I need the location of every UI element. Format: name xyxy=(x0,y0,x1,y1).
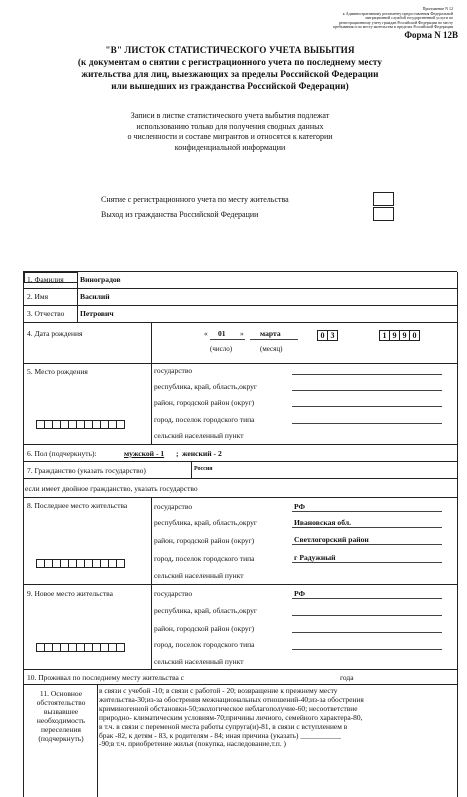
sex-separator: ; xyxy=(176,449,179,458)
address-row-label: сельский населенный пункт xyxy=(154,657,244,666)
dual-citizenship-label: если имеет двойное гражданство, указать государство xyxy=(25,484,198,493)
address-row-label: район, городской район (округ) xyxy=(154,536,255,545)
last-residence-state[interactable]: РФ xyxy=(294,502,306,511)
birthplace-label: 5. Место рождения xyxy=(27,367,88,376)
reason-line[interactable]: -90;в т.ч. приобретение жилья (покупка, наследование,т.п. ) xyxy=(99,739,287,749)
address-row-label: район, городской район (округ) xyxy=(154,624,255,633)
reason-line[interactable]: криминогенной обстановки-50;экологическое неблагополучие-60; несоответствие xyxy=(99,703,358,713)
appendix-line: пребывания и по месту жительства в пределах Российской Федерации xyxy=(333,24,453,30)
appendix-line: регистрационному учету граждан Российской Федерации по месту xyxy=(338,19,453,25)
sex-female-option[interactable]: женский - 2 xyxy=(182,449,222,458)
name-value[interactable]: Василий xyxy=(80,292,110,301)
birthdate-label: 4. Дата рождения xyxy=(27,329,83,338)
last-residence-region[interactable]: Ивановская обл. xyxy=(294,518,351,527)
title-line: жительства для лиц, выезжающих за пределы Российской Федерации xyxy=(81,69,379,79)
address-row-label: город, поселок городского типа xyxy=(154,415,255,424)
title-line: (к документам о снятии с регистрационного учета по последнему месту xyxy=(77,57,383,67)
last-residence-district[interactable]: Светлогорский район xyxy=(294,535,369,544)
lived-since-label: 10. Проживал по последнему месту жительства с xyxy=(27,673,184,682)
title-line: "В" ЛИСТОК СТАТИСТИЧЕСКОГО УЧЕТА ВЫБЫТИЯ xyxy=(105,45,355,55)
year-digit[interactable]: 9 xyxy=(399,330,410,341)
form-number: Форма N 12В xyxy=(404,30,458,40)
lived-since-year-word: года xyxy=(340,673,354,682)
address-row-label: сельский населенный пункт xyxy=(154,431,244,440)
birthplace-code-boxes[interactable] xyxy=(36,420,124,429)
birth-day-open-quote: « xyxy=(204,329,208,338)
appendix-line: Приложение N 12 xyxy=(422,6,453,11)
appendix-note xyxy=(253,7,453,30)
address-row-label: государство xyxy=(154,502,193,511)
address-row-label: государство xyxy=(154,589,193,598)
birth-month-value[interactable]: марта xyxy=(260,329,281,338)
reason-line[interactable]: жительства-30;из-за обострения межнациональных отношений-40;из-за обострения xyxy=(99,694,364,704)
address-row-label: сельский населенный пункт xyxy=(154,571,244,580)
last-residence-code-boxes[interactable] xyxy=(36,559,124,568)
name-label: 2. Имя xyxy=(27,292,49,301)
intro-line: о численности и составе мигрантов и относятся к категории xyxy=(127,132,333,141)
year-digit[interactable]: 9 xyxy=(389,330,400,341)
birth-day-close-quote: » xyxy=(240,329,244,338)
sex-male-option[interactable]: мужской - 1 xyxy=(124,449,165,458)
address-row-label: республика, край, область,округ xyxy=(154,606,257,615)
surname-value[interactable]: Виноградов xyxy=(80,275,121,284)
confidentiality-note xyxy=(90,111,370,153)
intro-line: использованию только для получения сводных данных xyxy=(136,121,324,131)
birth-day-value[interactable]: 01 xyxy=(218,329,226,338)
reason-line[interactable]: в связи с учебой -10; в связи с работой - 20; возвращение к прежнему месту xyxy=(99,686,338,695)
citizenship-label: 7. Гражданство (указать государство) xyxy=(27,466,146,475)
appendix-line: миграционной службой государственной услуги по xyxy=(365,15,453,21)
intro-line: конфиденциальной информации xyxy=(174,142,286,152)
last-residence-city[interactable]: г Радужный xyxy=(294,553,336,562)
sex-label: 6. Пол (подчеркнуть): xyxy=(27,449,97,458)
address-row-label: республика, край, область,округ xyxy=(154,518,257,527)
month-digit[interactable]: 3 xyxy=(327,330,338,341)
reason-label: 11. Основное обстоятельство вызвавшее необходимость переселения (подчеркнуть) xyxy=(36,689,86,743)
reason-line[interactable]: в т.ч. в связи с переменой места работы супруга(и)-81, в связи с вступлением в xyxy=(99,721,348,731)
option-citizenship-exit-label: Выход из гражданства Российской Федерации xyxy=(101,210,259,219)
address-row-label: государство xyxy=(154,366,193,375)
day-caption: (число) xyxy=(210,345,233,353)
new-residence-label: 9. Новое место жительства xyxy=(27,589,113,598)
address-row-label: республика, край, область,округ xyxy=(154,382,257,391)
appendix-line: к Административному регламенту предоставления Федеральной xyxy=(342,10,453,16)
intro-line: Записи в листке статистического учета выбытия подлежат xyxy=(130,111,330,120)
year-digit[interactable]: 1 xyxy=(379,330,390,341)
year-digit[interactable]: 0 xyxy=(409,330,420,341)
patronymic-label: 3. Отчество xyxy=(27,309,65,318)
option-deregistration-checkbox[interactable] xyxy=(373,192,394,206)
address-row-label: город, поселок городского типа xyxy=(154,640,255,649)
patronymic-value[interactable]: Петрович xyxy=(80,309,114,318)
form-title xyxy=(40,44,420,92)
address-row-label: город, поселок городского типа xyxy=(154,554,255,563)
option-citizenship-exit-checkbox[interactable] xyxy=(373,207,394,221)
option-deregistration-label: Снятие с регистрационного учета по месту жительства xyxy=(101,195,289,204)
surname-label: 1. Фамилия xyxy=(27,275,64,284)
month-caption: (месяц) xyxy=(260,345,283,353)
reason-options[interactable] xyxy=(99,687,455,749)
reason-line[interactable]: брак -82, к детям - 83, к родителям - 84; иная причина (указать) ___________ xyxy=(99,730,341,740)
citizenship-value[interactable]: Россия xyxy=(194,466,213,472)
title-line: или вышедших из гражданства Российской Федерации) xyxy=(111,81,349,91)
last-residence-label: 8. Последнее место жительства xyxy=(27,501,128,510)
statistics-table xyxy=(23,271,457,797)
address-row-label: район, городской район (округ) xyxy=(154,398,255,407)
new-residence-state[interactable]: РФ xyxy=(294,589,306,598)
new-residence-code-boxes[interactable] xyxy=(36,643,124,652)
reason-line[interactable]: природно- климатическим условиям-70;причины личного, семейного характера-80, xyxy=(99,712,363,722)
month-digit[interactable]: 0 xyxy=(317,330,328,341)
